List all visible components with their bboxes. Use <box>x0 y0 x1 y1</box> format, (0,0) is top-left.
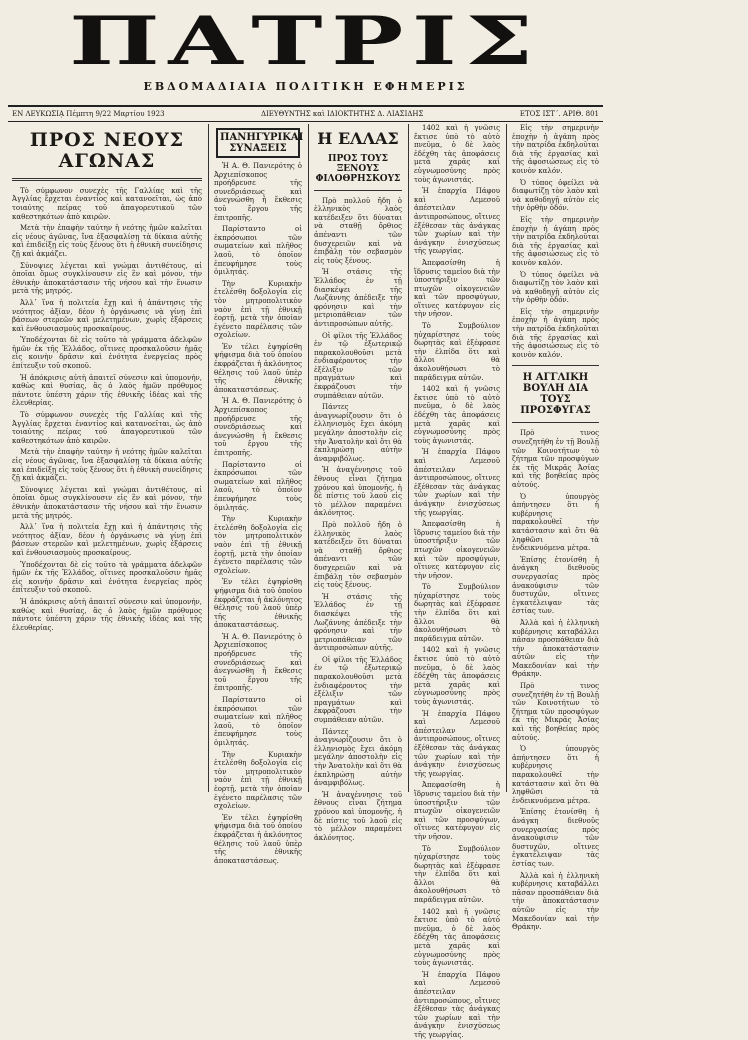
paragraph: Πάντες ἀναγνωρίζουσιν ὅτι ὁ ἑλληνισμὸς ἔχει ἀκόμη μεγάλην ἀποστολὴν εἰς τὴν Ἀνατολὴν καὶ ὅτι θὰ ἐκπληρώσῃ αὐτὴν ἀναμφιβόλως. <box>314 403 402 463</box>
intro-text <box>512 124 599 359</box>
paragraph: Ἀπεφασίσθη ἡ ἵδρυσις ταμείου διὰ τὴν ὑποστήριξιν τῶν πτωχῶν οἰκογενειῶν καὶ τῶν προσφύγων, οἵτινες κατέφυγον εἰς τὴν νῆσον. <box>414 258 500 319</box>
column-gatherings <box>210 124 306 865</box>
paragraph: 1402 καὶ ἡ γνῶσις ἔκτισε ὑπὸ τὸ αὐτὸ πνεῦμα, ὁ δὲ λαὸς ἐδέχθη τὰς ἀποφάσεις μετὰ χαρᾶς καὶ εὐγνωμοσύνης πρὸς τοὺς ἀγωνιστάς. <box>414 907 500 968</box>
paragraph: Ἐπίσης ἐτονίσθη ἡ ἀνάγκη διεθνοῦς συνεργασίας πρὸς ἀνακούφισιν τῶν δυστυχῶν, οἵτινες ἐγκατέλειψαν τὰς ἑστίας των. <box>512 808 599 868</box>
paragraph: Παρίσταντο οἱ ἐκπρόσωποι τῶν σωματείων καὶ πλῆθος λαοῦ, τὸ ὁποῖον ἐπευφήμησε τοὺς ὁμιλητάς. <box>214 225 302 277</box>
column-continued <box>410 124 504 1039</box>
column-rule <box>506 124 507 792</box>
paragraph: Ὑποδέχονται δὲ εἰς τοῦτο τὰ γράμματα ἀδελφῶν ἡμῶν ἐκ τῆς Ἑλλάδος, οἵτινες προσκαλοῦσιν ἡμᾶς εἰς κοινὴν δρᾶσιν καὶ ἐνότητα ἐνεργείας πρὸς ἐπίτευξιν τοῦ σκοποῦ. <box>12 336 202 371</box>
column-lead-article <box>8 124 206 792</box>
paragraph: Οἱ φίλοι τῆς Ἑλλάδος ἐν τῷ ἐξωτερικῷ παρακολουθοῦσι μετὰ ἐνδιαφέροντος τὴν ἐξέλιξιν τῶν πραγμάτων καὶ ἐκφράζουσι τὴν συμπάθειαν αὐτῶν. <box>314 655 402 725</box>
paragraph: Ἐπίσης ἐτονίσθη ἡ ἀνάγκη διεθνοῦς συνεργασίας πρὸς ἀνακούφισιν τῶν δυστυχῶν, οἵτινες ἐγκατέλειψαν τὰς ἑστίας των. <box>512 555 599 616</box>
paragraph: Ἡ ἐπαρχία Πάφου καὶ Λεμεσοῦ ἀπέστειλαν ἀντιπροσώπους, οἵτινες ἐξέθεσαν τὰς ἀνάγκας τῶν χωρίων καὶ τὴν ἀνάγκην ἐνισχύσεως τῆς γεωργίας. <box>414 709 500 778</box>
paragraph: Τὸ σύμφωνον συνεχὲς τῆς Γαλλίας καὶ τῆς Ἀγγλίας ἔρχεται ἐναντίος καὶ κατανοεῖται, ὡς ἀπὸ τοιαύτης πείρας τοῦ ἀπαγορευτικοῦ τῶν καθεστηκότων ἀπὸ καιρῶν. <box>12 186 202 221</box>
paragraph: Ἡ ἐπαρχία Πάφου καὶ Λεμεσοῦ ἀπέστειλαν ἀντιπροσώπους, οἵτινες ἐξέθεσαν τὰς ἀνάγκας τῶν χωρίων καὶ τὴν ἀνάγκην ἐνισχύσεως τῆς γεωργίας. <box>414 448 500 517</box>
newspaper-title: ΠΑΤΡΙΣ <box>69 2 542 80</box>
paragraph: Πρὸ πολλοῦ ἤδη ὁ ἑλληνικὸς λαὸς κατέδειξεν ὅτι δύναται νὰ σταθῇ ὄρθιος ἀπέναντι τῶν δυσχερειῶν καὶ νὰ ἐπιβάλῃ τὸν σεβασμὸν εἰς τοὺς ξένους. <box>314 196 402 265</box>
divider <box>12 178 202 181</box>
dateline-issue: ΕΤΟΣ ΙΣΤ΄. ΑΡΙΘ. 801 <box>519 110 599 118</box>
column-rule <box>308 124 309 792</box>
paragraph: Σύνοψιες λέγεται καὶ γνώμαι ἀντιθέτους, αἱ ὁποῖαι ὅμως συγκλίνουσιν εἰς ἓν καὶ μόνον, τὴν ἐθνικὴν ἀποκατάστασιν τῆς νήσου καὶ τὴν ἕνωσιν μετὰ τῆς μητρός. <box>12 485 202 520</box>
paragraph: Ἡ Α. Θ. Πανιερότης ὁ Ἀρχιεπίσκοπος προήδρευσε τῆς συνεδριάσεως καὶ ἀνεγνώσθη ἡ ἔκθεσις τοῦ ἔργου τῆς ἐπιτροπῆς. <box>214 632 302 693</box>
gatherings-headline: ΠΑΝΗΓΥΡΙΚΑΙ ΣΥΝΑΞΕΙΣ <box>216 128 300 158</box>
paragraph: Τὸ Συμβούλιον ηὐχαρίστησε τοὺς δωρητὰς καὶ ἐξέφρασε τὴν ἐλπίδα ὅτι καὶ ἄλλοι θὰ ἀκολουθήσωσι τὸ παράδειγμα αὐτῶν. <box>414 583 500 643</box>
paragraph: Ἐν τέλει ἐψηφίσθη ψήφισμα διὰ τοῦ ὁποίου ἐκφράζεται ἡ ἀκλόνητος θέλησις τοῦ λαοῦ ὑπὲρ τῆς ἐθνικῆς ἀποκαταστάσεως. <box>214 578 302 630</box>
paragraph: Ἀλλ᾿ ἵνα ἡ πολιτεία ἔχῃ καὶ ἡ ἀπάντησις τῆς νεότητος ἀξίαν, δέον ἡ ὀργάνωσις νὰ γίνῃ ἐπὶ βάσεων στερεῶν καὶ μελετημένων, χωρὶς ἐξάρσεις καὶ ἐνθουσιασμοὺς προσκαίρους. <box>12 298 202 333</box>
paragraph: Παρίσταντο οἱ ἐκπρόσωποι τῶν σωματείων καὶ πλῆθος λαοῦ, τὸ ὁποῖον ἐπευφήμησε τοὺς ὁμιλητάς. <box>214 460 302 512</box>
paragraph: Σύνοψιες λέγεται καὶ γνώμαι ἀντιθέτους, αἱ ὁποῖαι ὅμως συγκλίνουσιν εἰς ἓν καὶ μόνον, τὴν ἐθνικὴν ἀποκατάστασιν τῆς νήσου καὶ τὴν ἕνωσιν μετὰ τῆς μητρός. <box>12 261 202 296</box>
paragraph: Τὸ σύμφωνον συνεχὲς τῆς Γαλλίας καὶ τῆς Ἀγγλίας ἔρχεται ἐναντίος καὶ κατανοεῖται, ὡς ἀπὸ τοιαύτης πείρας τοῦ ἀπαγορευτικοῦ τῶν καθεστηκότων ἀπὸ καιρῶν. <box>12 411 202 445</box>
paragraph: Πρὸ τινος συνεζητήθη ἐν τῇ Βουλῇ τῶν Κοινοτήτων τὸ ζήτημα τῶν προσφύγων ἐκ τῆς Μικρᾶς Ἀσίας καὶ τῆς βοηθείας πρὸς αὐτούς. <box>512 429 599 489</box>
paragraph: Ἡ στάσις τῆς Ἑλλάδος ἐν τῇ διασκέψει τῆς Λωζάννης ἀπέδειξε τὴν φρόνησιν καὶ τὴν μετριοπάθειαν τῶν ἀντιπροσώπων αὐτῆς. <box>314 268 402 328</box>
paragraph: 1402 καὶ ἡ γνῶσις ἔκτισε ὑπὸ τὸ αὐτὸ πνεῦμα, ὁ δὲ λαὸς ἐδέχθη τὰς ἀποφάσεις μετὰ χαρᾶς καὶ εὐγνωμοσύνης πρὸς τοὺς ἀγωνιστάς. <box>414 124 500 184</box>
paragraph: Ἡ ἀπόκρισις αὐτὴ ἀπαιτεῖ σύνεσιν καὶ ὑπομονήν, καθὼς καὶ θυσίας, ἃς ὁ λαὸς ἡμῶν πρόθυμος πάντοτε ὑπέστη χάριν τῆς ἐθνικῆς ἰδέας καὶ τῆς ἐλευθερίας. <box>12 597 202 632</box>
greece-subhead: ΠΡΟΣ ΤΟΥΣ ΞΕΝΟΥΣ ΦΙΛΟΘΡΗΣΚΟΥΣ <box>315 153 401 184</box>
paragraph: Ἀλλὰ καὶ ἡ ἑλληνικὴ κυβέρνησις καταβάλλει πᾶσαν προσπάθειαν διὰ τὴν ἀποκατάστασιν αὐτῶν εἰς τὴν Μακεδονίαν καὶ τὴν Θράκην. <box>512 871 599 932</box>
gatherings-text <box>214 162 302 865</box>
column-greece <box>310 124 406 842</box>
paragraph: Ἡ Α. Θ. Πανιερότης ὁ Ἀρχιεπίσκοπος προήδρευσε τῆς συνεδριάσεως καὶ ἀνεγνώσθη ἡ ἔκθεσις τοῦ ἔργου τῆς ἐπιτροπῆς. <box>214 397 302 457</box>
paragraph: Εἰς τὴν σημερινὴν ἐποχὴν ἡ ἀγάπη πρὸς τὴν πατρίδα ἐκδηλοῦται διὰ τῆς ἐργασίας καὶ τῆς ἀφοσιώσεως εἰς τὸ κοινὸν καλόν. <box>512 307 599 359</box>
dateline-place-date: ΕΝ ΛΕΥΚΩΣΙᾼ Πέμπτη 9/22 Μαρτίου 1923 <box>12 110 165 118</box>
paragraph: Ὁ τύπος ὀφείλει νὰ διαφωτίζῃ τὸν λαὸν καὶ νὰ καθοδηγῇ αὐτὸν εἰς τὴν ὀρθὴν ὁδόν. <box>512 270 599 305</box>
divider <box>512 365 599 366</box>
paragraph: Παρίσταντο οἱ ἐκπρόσωποι τῶν σωματείων καὶ πλῆθος λαοῦ, τὸ ὁποῖον ἐπευφήμησε τοὺς ὁμιλητάς. <box>214 696 302 747</box>
paragraph: Ἡ Α. Θ. Πανιερότης ὁ Ἀρχιεπίσκοπος προήδρευσε τῆς συνεδριάσεως καὶ ἀνεγνώσθη ἡ ἔκθεσις τοῦ ἔργου τῆς ἐπιτροπῆς. <box>214 162 302 222</box>
paragraph: Ἀπεφασίσθη ἡ ἵδρυσις ταμείου διὰ τὴν ὑποστήριξιν τῶν πτωχῶν οἰκογενειῶν καὶ τῶν προσφύγων, οἵτινες κατέφυγον εἰς τὴν νῆσον. <box>414 520 500 580</box>
paragraph: Ἀπεφασίσθη ἡ ἵδρυσις ταμείου διὰ τὴν ὑποστήριξιν τῶν πτωχῶν οἰκογενειῶν καὶ τῶν προσφύγων, οἵτινες κατέφυγον εἰς τὴν νῆσον. <box>414 781 500 841</box>
parliament-text <box>512 429 599 931</box>
paragraph: Οἱ φίλοι τῆς Ἑλλάδος ἐν τῷ ἐξωτερικῷ παρακολουθοῦσι μετὰ ἐνδιαφέροντος τὴν ἐξέλιξιν τῶν πραγμάτων καὶ ἐκφράζουσι τὴν συμπάθειαν αὐτῶν. <box>314 331 402 400</box>
column-british-parliament <box>508 124 603 932</box>
paragraph: Εἰς τὴν σημερινὴν ἐποχὴν ἡ ἀγάπη πρὸς τὴν πατρίδα ἐκδηλοῦται διὰ τῆς ἐργασίας καὶ τῆς ἀφοσιώσεως εἰς τὸ κοινὸν καλόν. <box>512 215 599 267</box>
paragraph: Τὴν Κυριακὴν ἐτελέσθη δοξολογία εἰς τὸν μητροπολιτικὸν ναὸν ἐπὶ τῇ ἐθνικῇ ἑορτῇ, μετὰ τὴν ὁποίαν ἐγένετο παρέλασις τῶν σχολείων. <box>214 279 302 340</box>
divider <box>314 190 402 191</box>
paragraph: 1402 καὶ ἡ γνῶσις ἔκτισε ὑπὸ τὸ αὐτὸ πνεῦμα, ὁ δὲ λαὸς ἐδέχθη τὰς ἀποφάσεις μετὰ χαρᾶς καὶ εὐγνωμοσύνης πρὸς τοὺς ἀγωνιστάς. <box>414 385 500 445</box>
paragraph: 1402 καὶ ἡ γνῶσις ἔκτισε ὑπὸ τὸ αὐτὸ πνεῦμα, ὁ δὲ λαὸς ἐδέχθη τὰς ἀποφάσεις μετὰ χαρᾶς καὶ εὐγνωμοσύνης πρὸς τοὺς ἀγωνιστάς. <box>414 646 500 706</box>
paragraph: Ἡ ἐπαρχία Πάφου καὶ Λεμεσοῦ ἀπέστειλαν ἀντιπροσώπους, οἵτινες ἐξέθεσαν τὰς ἀνάγκας τῶν χωρίων καὶ τὴν ἀνάγκην ἐνισχύσεως τῆς γεωργίας. <box>414 187 500 256</box>
paragraph: Πρὸ τινος συνεζητήθη ἐν τῇ Βουλῇ τῶν Κοινοτήτων τὸ ζήτημα τῶν προσφύγων ἐκ τῆς Μικρᾶς Ἀσίας καὶ τῆς βοηθείας πρὸς αὐτούς. <box>512 682 599 742</box>
paragraph: Πάντες ἀναγνωρίζουσιν ὅτι ὁ ἑλληνισμὸς ἔχει ἀκόμη μεγάλην ἀποστολὴν εἰς τὴν Ἀνατολὴν καὶ ὅτι θὰ ἐκπληρώσῃ αὐτὴν ἀναμφιβόλως. <box>314 727 402 788</box>
paragraph: Ὁ τύπος ὀφείλει νὰ διαφωτίζῃ τὸν λαὸν καὶ νὰ καθοδηγῇ αὐτὸν εἰς τὴν ὀρθὴν ὁδόν. <box>512 178 599 213</box>
paragraph: Ἐν τέλει ἐψηφίσθη ψήφισμα διὰ τοῦ ὁποίου ἐκφράζεται ἡ ἀκλόνητος θέλησις τοῦ λαοῦ ὑπὲρ τῆς ἐθνικῆς ἀποκαταστάσεως. <box>214 342 302 394</box>
dateline-editors: ΔΙΕΥΘΥΝΤΗΣ καὶ ΙΔΙΟΚΤΗΤΗΣ Δ. ΛΙΑΣΙΔΗΣ <box>260 110 424 118</box>
paragraph: Τὸ Συμβούλιον ηὐχαρίστησε τοὺς δωρητὰς καὶ ἐξέφρασε τὴν ἐλπίδα ὅτι καὶ ἄλλοι θὰ ἀκολουθήσωσι τὸ παράδειγμα αὐτῶν. <box>414 844 500 905</box>
paragraph: Ἀλλ᾿ ἵνα ἡ πολιτεία ἔχῃ καὶ ἡ ἀπάντησις τῆς νεότητος ἀξίαν, δέον ἡ ὀργάνωσις νὰ γίνῃ ἐπὶ βάσεων στερεῶν καὶ μελετημένων, χωρὶς ἐξάρσεις καὶ ἐνθουσιασμοὺς προσκαίρους. <box>12 523 202 557</box>
paragraph: Μετὰ τὴν ἐπαφὴν ταύτην ἡ νεότης ἡμῶν καλεῖται εἰς νέους ἀγῶνας, ἵνα ἐξασφαλίσῃ τὰ δίκαια αὐτῆς καὶ ἐπιδείξῃ εἰς τοὺς ξένους ὅτι ἡ ἐθνικὴ συνείδησις ζῇ καὶ ἀκμάζει. <box>12 448 202 483</box>
paragraph: Ἀλλὰ καὶ ἡ ἑλληνικὴ κυβέρνησις καταβάλλει πᾶσαν προσπάθειαν διὰ τὴν ἀποκατάστασιν αὐτῶν εἰς τὴν Μακεδονίαν καὶ τὴν Θράκην. <box>512 618 599 679</box>
paragraph: Εἰς τὴν σημερινὴν ἐποχὴν ἡ ἀγάπη πρὸς τὴν πατρίδα ἐκδηλοῦται διὰ τῆς ἐργασίας καὶ τῆς ἀφοσιώσεως εἰς τὸ κοινὸν καλόν. <box>512 124 599 175</box>
paragraph: Ἡ ἐπαρχία Πάφου καὶ Λεμεσοῦ ἀπέστειλαν ἀντιπροσώπους, οἵτινες ἐξέθεσαν τὰς ἀνάγκας τῶν χωρίων καὶ τὴν ἀνάγκην ἐνισχύσεως τῆς γεωργίας. <box>414 970 500 1039</box>
paragraph: Τὸ Συμβούλιον ηὐχαρίστησε τοὺς δωρητὰς καὶ ἐξέφρασε τὴν ἐλπίδα ὅτι καὶ ἄλλοι θὰ ἀκολουθήσωσι τὸ παράδειγμα αὐτῶν. <box>414 322 500 382</box>
masthead <box>0 2 611 100</box>
greece-headline: Η ΕΛΛΑΣ <box>317 129 399 148</box>
parliament-headline: Η ΑΓΓΛΙΚΗ ΒΟΥΛΗ ΔΙΑ ΤΟΥΣ ΠΡΟΣΦΥΓΑΣ <box>520 372 591 417</box>
paragraph: Πρὸ πολλοῦ ἤδη ὁ ἑλληνικὸς λαὸς κατέδειξεν ὅτι δύναται νὰ σταθῇ ὄρθιος ἀπέναντι τῶν δυσχερειῶν καὶ νὰ ἐπιβάλῃ τὸν σεβασμὸν εἰς τοὺς ξένους. <box>314 520 402 590</box>
paragraph: Ἡ ἀναγέννησις τοῦ ἔθνους εἶναι ζήτημα χρόνου καὶ ὑπομονῆς, ἡ δὲ πίστις τοῦ λαοῦ εἰς τὸ μέλλον παραμένει ἀκλόνητος. <box>314 790 402 842</box>
paragraph: Ὑποδέχονται δὲ εἰς τοῦτο τὰ γράμματα ἀδελφῶν ἡμῶν ἐκ τῆς Ἑλλάδος, οἵτινες προσκαλοῦσιν ἡμᾶς εἰς κοινὴν δρᾶσιν καὶ ἐνότητα ἐνεργείας πρὸς ἐπίτευξιν τοῦ σκοποῦ. <box>12 560 202 595</box>
lead-headline: ΠΡΟΣ ΝΕΟΥΣ ΑΓΩΝΑΣ <box>29 129 185 172</box>
paragraph: Ὁ ὑπουργὸς ἀπήντησεν ὅτι ἡ κυβέρνησις παρακολουθεῖ τὴν κατάστασιν καὶ ὅτι θὰ ληφθῶσι τὰ ἐνδεικνυόμενα μέτρα. <box>512 745 599 805</box>
paragraph: Ὁ ὑπουργὸς ἀπήντησεν ὅτι ἡ κυβέρνησις παρακολουθεῖ τὴν κατάστασιν καὶ ὅτι θὰ ληφθῶσι τὰ ἐνδεικνυόμενα μέτρα. <box>512 492 599 553</box>
paragraph: Τὴν Κυριακὴν ἐτελέσθη δοξολογία εἰς τὸν μητροπολιτικὸν ναὸν ἐπὶ τῇ ἐθνικῇ ἑορτῇ, μετὰ τὴν ὁποίαν ἐγένετο παρέλασις τῶν σχολείων. <box>214 515 302 575</box>
greece-text <box>314 197 402 843</box>
paragraph: Ἡ ἀναγέννησις τοῦ ἔθνους εἶναι ζήτημα χρόνου καὶ ὑπομονῆς, ἡ δὲ πίστις τοῦ λαοῦ εἰς τὸ μέλλον παραμένει ἀκλόνητος. <box>314 466 402 518</box>
paragraph: Τὴν Κυριακὴν ἐτελέσθη δοξολογία εἰς τὸν μητροπολιτικὸν ναὸν ἐπὶ τῇ ἐθνικῇ ἑορτῇ, μετὰ τὴν ὁποίαν ἐγένετο παρέλασις τῶν σχολείων. <box>214 750 302 811</box>
lead-article-text <box>12 187 202 633</box>
columns-area <box>8 124 603 1039</box>
column-rule <box>208 124 209 792</box>
continued-text <box>414 124 500 1040</box>
newspaper-subtitle: ΕΒΔΟΜΑΔΙΑΙΑ ΠΟΛΙΤΙΚΗ ΕΦΗΜΕΡΙΣ <box>143 80 468 93</box>
divider <box>512 422 599 423</box>
column-rule <box>408 124 409 792</box>
paragraph: Ἐν τέλει ἐψηφίσθη ψήφισμα διὰ τοῦ ὁποίου ἐκφράζεται ἡ ἀκλόνητος θέλησις τοῦ λαοῦ ὑπὲρ τῆς ἐθνικῆς ἀποκαταστάσεως. <box>214 813 302 865</box>
paragraph: Ἡ στάσις τῆς Ἑλλάδος ἐν τῇ διασκέψει τῆς Λωζάννης ἀπέδειξε τὴν φρόνησιν καὶ τὴν μετριοπάθειαν τῶν ἀντιπροσώπων αὐτῆς. <box>314 592 402 653</box>
dateline-bar <box>8 105 603 122</box>
paragraph: Ἡ ἀπόκρισις αὐτὴ ἀπαιτεῖ σύνεσιν καὶ ὑπομονήν, καθὼς καὶ θυσίας, ἃς ὁ λαὸς ἡμῶν πρόθυμος πάντοτε ὑπέστη χάριν τῆς ἐθνικῆς ἰδέας καὶ τῆς ἐλευθερίας. <box>12 373 202 408</box>
paragraph: Μετὰ τὴν ἐπαφὴν ταύτην ἡ νεότης ἡμῶν καλεῖται εἰς νέους ἀγῶνας, ἵνα ἐξασφαλίσῃ τὰ δίκαια αὐτῆς καὶ ἐπιδείξῃ εἰς τοὺς ξένους ὅτι ἡ ἐθνικὴ συνείδησις ζῇ καὶ ἀκμάζει. <box>12 224 202 258</box>
